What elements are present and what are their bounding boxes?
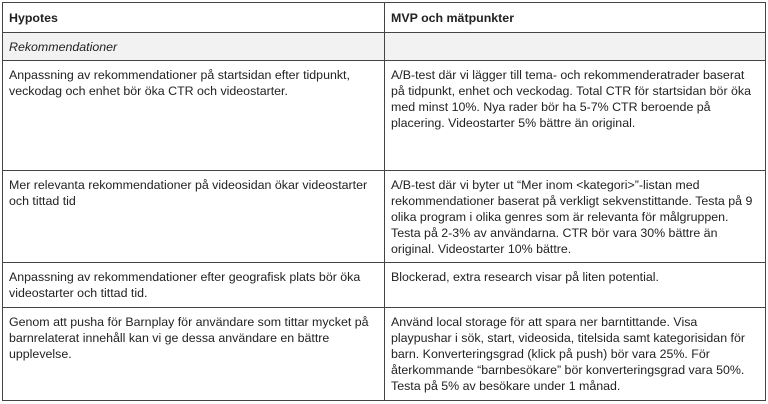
mvp-cell: Blockerad, extra research visar på liten potential.: [385, 263, 766, 308]
hypothesis-table: [2, 2, 766, 401]
section-empty-cell: [385, 33, 766, 61]
table-row: [3, 61, 766, 171]
hypothesis-cell: Anpassning av rekommendationer på startsidan efter tidpunkt, veckodag och enhet bör öka CTR och videostarter.: [3, 61, 385, 171]
mvp-cell: A/B-test där vi lägger till tema- och rekommenderatrader baserat på tidpunkt, enhet och veckodag. Total CTR för startsidan bör öka med minst 10%. Nya rader bör ha 5-7% CTR beroende på placering. Videostarter 5% bättre än original.: [385, 61, 766, 171]
section-row: [3, 33, 766, 61]
table-row: [3, 171, 766, 263]
header-row: [3, 3, 766, 33]
mvp-cell: A/B-test där vi byter ut “Mer inom <kategori>”-listan med rekommendationer baserat på verkligt sekvenstittande. Testa på 9 olika program i olika genres som är relevanta för målgruppen. Testa på 2-3% av användarna. CTR bör vara 30% bättre än original. Videostarter 10% bättre.: [385, 171, 766, 263]
table-row: [3, 263, 766, 308]
hypothesis-cell: Anpassning av rekommendationer efter geografisk plats bör öka videostarter och tittad tid.: [3, 263, 385, 308]
table-row: [3, 308, 766, 401]
header-mvp: MVP och mätpunkter: [385, 3, 766, 33]
section-label: Rekommendationer: [3, 33, 385, 61]
header-hypothesis: Hypotes: [3, 3, 385, 33]
mvp-cell: Använd local storage för att spara ner barntittande. Visa playpushar i sök, start, videosida, titelsida samt kategorisidan för barn. Konverteringsgrad (klick på push) bör vara 25%. För återkommande “barnbesökare” bör konverteringsgrad vara 50%. Testa på 5% av besökare under 1 månad.: [385, 308, 766, 401]
hypothesis-cell: Mer relevanta rekommendationer på videosidan ökar videostarter och tittad tid: [3, 171, 385, 263]
hypothesis-cell: Genom att pusha för Barnplay för användare som tittar mycket på barnrelaterat innehåll kan vi ge dessa användare en bättre upplevelse.: [3, 308, 385, 401]
